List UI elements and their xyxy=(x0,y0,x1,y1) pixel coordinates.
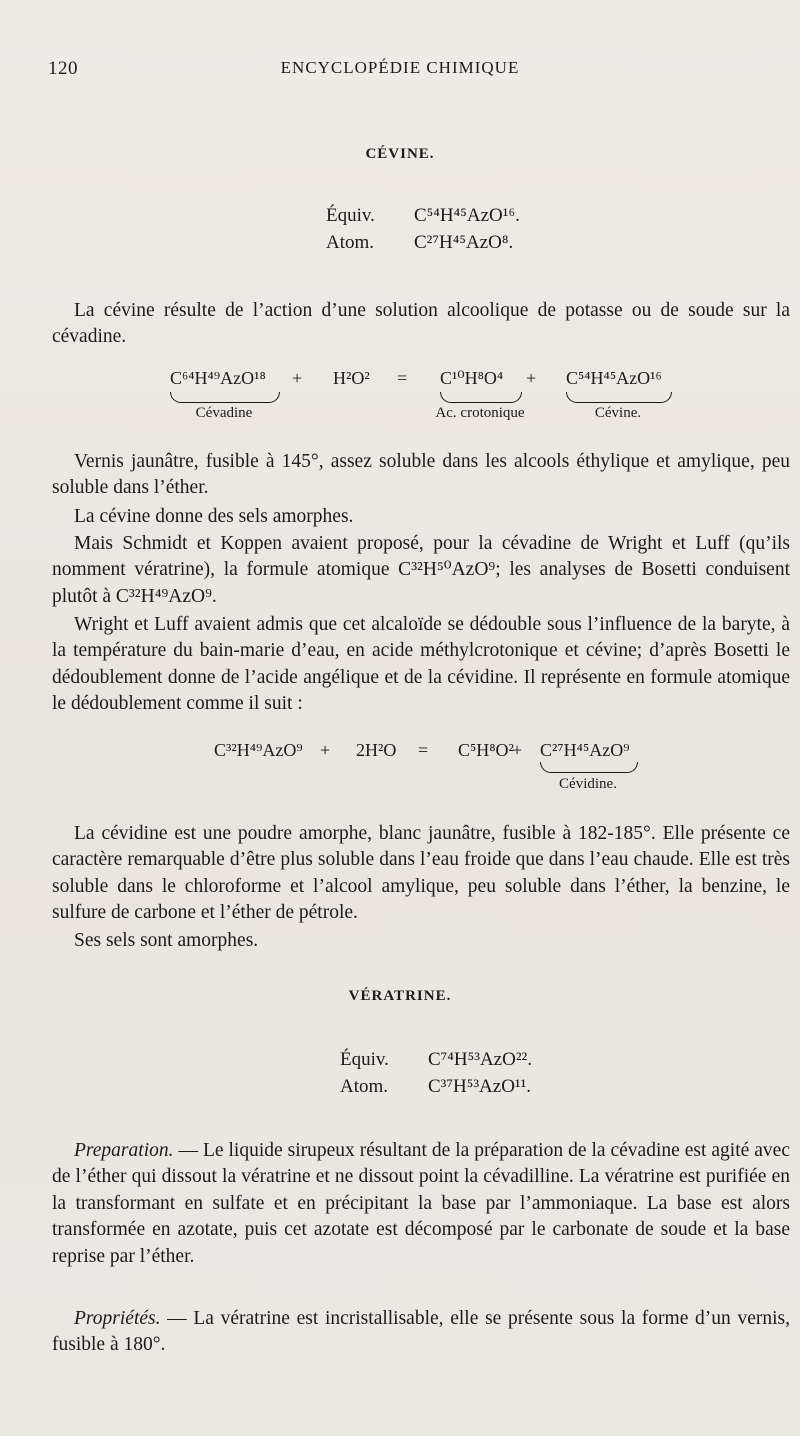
eq2-op-3: + xyxy=(512,740,523,760)
preparation-heading: Preparation. xyxy=(74,1140,174,1161)
proprietes-heading: Propriétés. xyxy=(74,1308,161,1329)
paragraph-6: La cévidine est une poudre amorphe, blanc jaunâtre, fusible à 182-185°. Elle présente ce caractère remarquable d’être plus soluble dans l’eau froide que dans l’eau chaude. Elle est très soluble dans le chloroforme et l’alcool amylique, peu soluble dans l’éther, la benzine, le sulfure de carbone et l’éther de pétrole. xyxy=(52,823,790,924)
eq2-op-2: = xyxy=(418,740,429,760)
eq2-term-2: 2H²O xyxy=(356,740,397,760)
page-number: 120 xyxy=(48,58,78,79)
paragraph-2: Vernis jaunâtre, fusible à 145°, assez soluble dans les alcools éthylique et amylique, peu soluble dans l’éther. xyxy=(52,451,790,499)
section-title-veratrine: VÉRATRINE. xyxy=(348,988,452,1004)
eq1-term-3: C¹⁰H⁸O⁴ xyxy=(440,368,504,388)
atom-formula: C²⁷H⁴⁵AzO⁸. xyxy=(414,232,514,253)
eq2-term-3: C⁵H⁸O² xyxy=(458,740,514,760)
eq1-label-1: Cévadine xyxy=(195,405,253,421)
paragraph-proprietes: Propriétés. — La vératrine est incristallisable, elle se présente sous la forme d’un vernis, fusible à 180°. xyxy=(52,1308,790,1356)
page-header xyxy=(48,58,752,84)
eq1-term-1: C⁶⁴H⁴⁹AzO¹⁸ xyxy=(170,368,266,388)
cevine-formula-block xyxy=(326,202,520,256)
eq2-label-4: Cévidine. xyxy=(559,776,617,792)
equiv-formula: C⁷⁴H⁵³AzO²². xyxy=(428,1049,532,1070)
paragraph-1: La cévine résulte de l’action d’une solution alcoolique de potasse ou de soude sur la cévadine. xyxy=(52,300,790,348)
equiv-label: Équiv. xyxy=(326,205,375,226)
equiv-label: Équiv. xyxy=(340,1049,389,1070)
atom-label: Atom. xyxy=(340,1076,389,1097)
eq2-op-1: + xyxy=(320,740,331,760)
paragraph-preparation: Preparation. — Le liquide sirupeux résultant de la préparation de la cévadine est agité avec de l’éther qui dissout la vératrine et ne dissout point la cévadilline. La vératrine est purifiée en la transformant en sulfate et en précipitant la base par l’ammoniaque. La base est alors transformée en azotate, puis cet azotate est décomposé par le carbonate de soude et la base reprise par l’éther. xyxy=(52,1140,790,1267)
eq1-term-2: H²O² xyxy=(333,368,370,388)
paragraph-5: Wright et Luff avaient admis que cet alcaloïde se dédouble sous l’influence de la baryte, à la température du bain-marie d’eau, en acide méthylcrotonique et cévine; d’après Bosetti le dédoublement donne de l’acide angélique et de la cévidine. Il représente en formule atomique le dédoublement comme il suit : xyxy=(52,614,790,715)
paragraph-4: Mais Schmidt et Koppen avaient proposé, pour la cévadine de Wright et Luff (qu’ils nomment vératrine), la formule atomique C³²H⁵⁰AzO⁹; les analyses de Bosetti conduisent plutôt à C³²H⁴⁹AzO⁹. xyxy=(52,533,790,607)
eq1-op-2: = xyxy=(397,368,408,388)
eq1-op-1: + xyxy=(292,368,303,388)
eq2-term-4: C²⁷H⁴⁵AzO⁹ xyxy=(540,740,630,760)
paragraph-3: La cévine donne des sels amorphes. xyxy=(74,506,354,527)
running-title: ENCYCLOPÉDIE CHIMIQUE xyxy=(280,58,520,77)
atom-formula: C³⁷H⁵³AzO¹¹. xyxy=(428,1076,532,1097)
eq2-term-1: C³²H⁴⁹AzO⁹ xyxy=(214,740,303,760)
section-title-cevine: CÉVINE. xyxy=(365,146,435,162)
paragraph-7: Ses sels sont amorphes. xyxy=(74,930,259,951)
eq1-op-3: + xyxy=(526,368,537,388)
eq2-brace-4 xyxy=(540,762,638,773)
eq1-label-4: Cévine. xyxy=(594,405,642,421)
veratrine-formula-block xyxy=(340,1046,532,1100)
eq1-brace-1 xyxy=(170,392,280,403)
eq1-brace-3 xyxy=(440,392,522,403)
atom-label: Atom. xyxy=(326,232,375,253)
eq1-brace-4 xyxy=(566,392,672,403)
equiv-formula: C⁵⁴H⁴⁵AzO¹⁶. xyxy=(414,205,520,226)
eq1-label-3: Ac. crotonique xyxy=(435,405,525,421)
eq1-term-4: C⁵⁴H⁴⁵AzO¹⁶ xyxy=(566,368,662,388)
